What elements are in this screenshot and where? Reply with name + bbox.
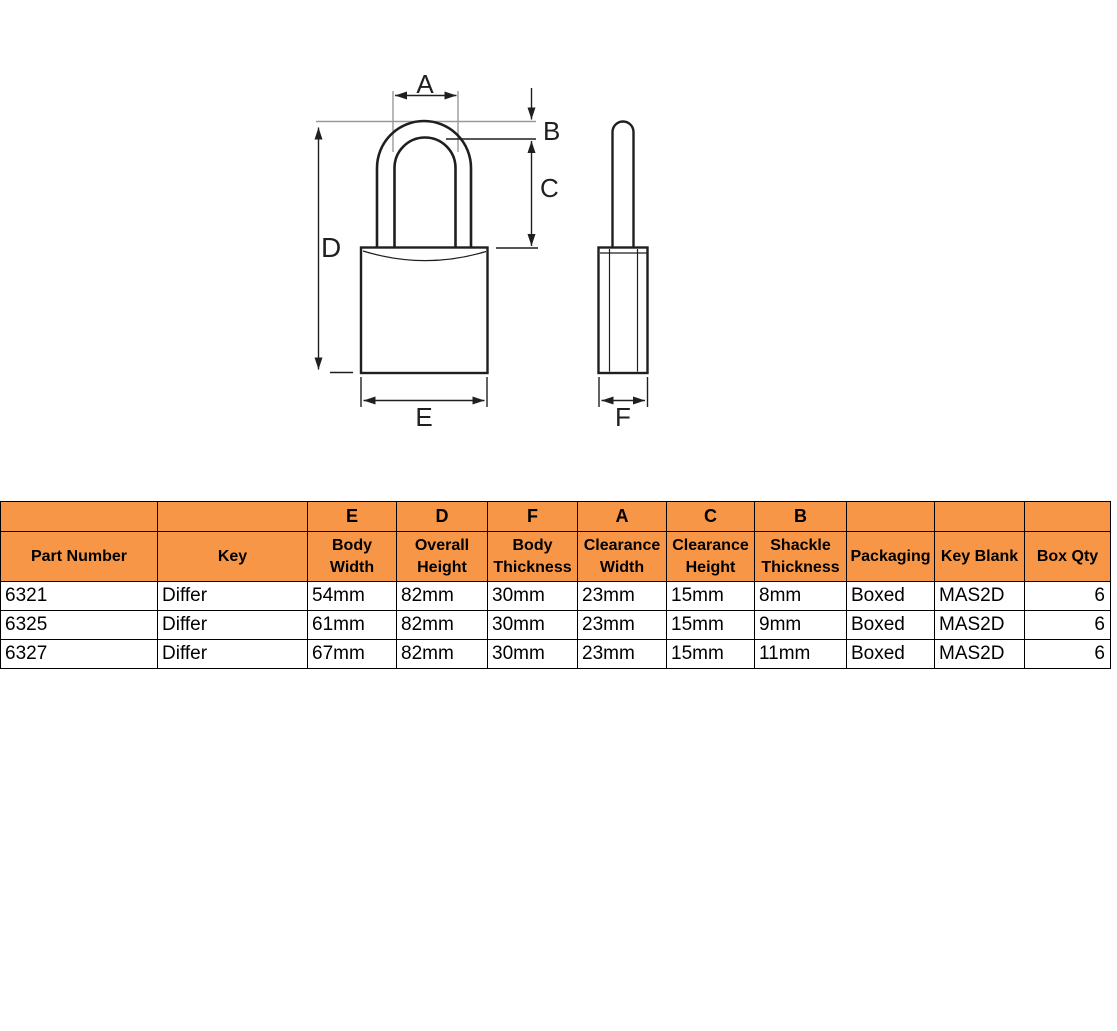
spec-row-6325 — [1, 611, 1111, 640]
letter-cell — [158, 502, 308, 532]
header-box-qty: Box Qty — [1025, 532, 1111, 582]
dim-label-a: A — [416, 69, 434, 99]
letter-cell — [935, 502, 1025, 532]
cell-part-number: 6321 — [1, 582, 158, 611]
cell-overall-height: 82mm — [397, 611, 488, 640]
cell-shackle-thickness: 11mm — [755, 640, 847, 669]
header-overall-height: Overall Height — [397, 532, 488, 582]
spec-table — [0, 501, 1111, 669]
dim-label-c: C — [540, 173, 559, 203]
cell-key-blank: MAS2D — [935, 640, 1025, 669]
letter-cell — [847, 502, 935, 532]
cell-body-thickness: 30mm — [488, 640, 578, 669]
cell-overall-height: 82mm — [397, 640, 488, 669]
letter-cell-a: A — [578, 502, 667, 532]
dim-label-b: B — [543, 116, 561, 146]
dim-label-f: F — [615, 402, 631, 432]
letter-cell-e: E — [308, 502, 397, 532]
cell-box-qty: 6 — [1025, 640, 1111, 669]
cell-body-width: 54mm — [308, 582, 397, 611]
header-row — [1, 532, 1111, 582]
padlock-body-side — [599, 248, 648, 374]
header-packaging: Packaging — [847, 532, 935, 582]
letter-cell-b: B — [755, 502, 847, 532]
cell-key-blank: MAS2D — [935, 582, 1025, 611]
header-shackle-thickness: Shackle Thickness — [755, 532, 847, 582]
cell-key: Differ — [158, 640, 308, 669]
spec-row-6321 — [1, 582, 1111, 611]
cell-packaging: Boxed — [847, 640, 935, 669]
header-key-blank: Key Blank — [935, 532, 1025, 582]
cell-body-thickness: 30mm — [488, 582, 578, 611]
cell-key-blank: MAS2D — [935, 611, 1025, 640]
cell-part-number: 6325 — [1, 611, 158, 640]
cell-body-thickness: 30mm — [488, 611, 578, 640]
shackle-outer-outline — [377, 121, 471, 250]
padlock-body-front — [361, 248, 488, 374]
header-body-width: Body Width — [308, 532, 397, 582]
letter-row — [1, 502, 1111, 532]
cell-body-width: 61mm — [308, 611, 397, 640]
cell-clearance-height: 15mm — [667, 640, 755, 669]
header-part-number: Part Number — [1, 532, 158, 582]
dim-label-e: E — [415, 402, 433, 432]
cell-clearance-width: 23mm — [578, 640, 667, 669]
dim-label-d: D — [321, 232, 342, 263]
cell-key: Differ — [158, 582, 308, 611]
header-body-thickness: Body Thickness — [488, 532, 578, 582]
shackle-inner-outline — [395, 137, 456, 250]
letter-cell-f: F — [488, 502, 578, 532]
cell-clearance-width: 23mm — [578, 582, 667, 611]
cell-shackle-thickness: 8mm — [755, 582, 847, 611]
cell-packaging: Boxed — [847, 611, 935, 640]
cell-clearance-height: 15mm — [667, 611, 755, 640]
cell-part-number: 6327 — [1, 640, 158, 669]
cell-clearance-height: 15mm — [667, 582, 755, 611]
shackle-side-bar — [613, 122, 634, 249]
cell-clearance-width: 23mm — [578, 611, 667, 640]
letter-cell-d: D — [397, 502, 488, 532]
cell-key: Differ — [158, 611, 308, 640]
cell-packaging: Boxed — [847, 582, 935, 611]
cell-box-qty: 6 — [1025, 611, 1111, 640]
letter-cell — [1, 502, 158, 532]
header-clearance-height: Clearance Height — [667, 532, 755, 582]
header-clearance-width: Clearance Width — [578, 532, 667, 582]
cell-body-width: 67mm — [308, 640, 397, 669]
cell-overall-height: 82mm — [397, 582, 488, 611]
letter-cell-c: C — [667, 502, 755, 532]
cell-shackle-thickness: 9mm — [755, 611, 847, 640]
letter-cell — [1025, 502, 1111, 532]
padlock-dimension-diagram — [0, 0, 1117, 470]
cell-box-qty: 6 — [1025, 582, 1111, 611]
spec-row-6327 — [1, 640, 1111, 669]
header-key: Key — [158, 532, 308, 582]
